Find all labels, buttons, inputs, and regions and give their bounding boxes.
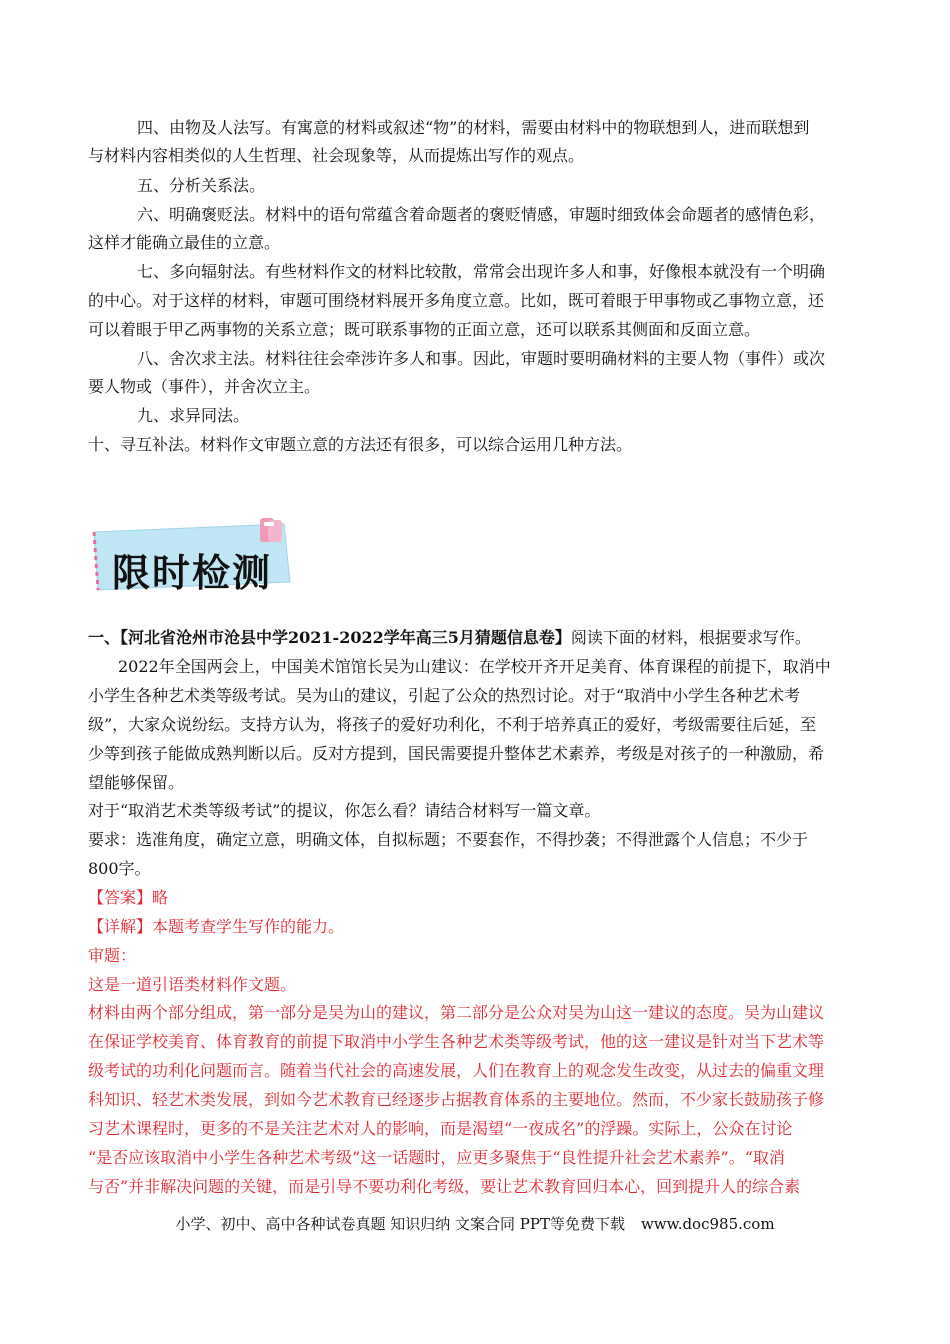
answer-line <box>88 888 168 908</box>
method-line: 五、分析关系法。 <box>137 176 266 195</box>
analysis-line: 材料由两个部分组成，第一部分是吴为山的建议，第二部分是公众对吴为山这一建议的态度。吴为山建议 <box>88 1003 825 1022</box>
question-header <box>88 628 811 648</box>
material-line: 小学生各种艺术类等级考试。吴为山的建议，引起了公众的热烈讨论。对于“取消中小学生各种艺术考 <box>88 686 801 705</box>
method-line: 四、由物及人法写。有寓意的材料或叙述“物”的材料，需要由材料中的物联想到人，进而联想到 <box>137 118 810 137</box>
requirements-line: 要求：选准角度，确定立意，明确文体，自拟标题；不要套作，不得抄袭；不得泄露个人信息；不少于 <box>88 830 809 849</box>
analysis-line: 级考试的功利化问题而言。随着当代社会的高速发展，人们在教育上的观念发生改变，从过去的偏重文理 <box>88 1061 825 1080</box>
task-line: 对于“取消艺术类等级考试”的提议，你怎么看？请结合材料写一篇文章。 <box>88 801 601 820</box>
answer-value: 略 <box>152 888 169 907</box>
analysis-line: 习艺术课程时，更多的不是关注艺术对人的影响，而是渴望“一夜成名”的浮躁。实际上，公众在讨论 <box>88 1119 793 1138</box>
section-banner <box>88 518 296 594</box>
footer-text: 小学、初中、高中各种试卷真题 知识归纳 文案合同 PPT等免费下载 <box>175 1215 625 1233</box>
paper-clip-icon <box>260 518 282 542</box>
analysis-line: 与否”并非解决问题的关键，而是引导不要功利化考级，要让艺术教育回归本心，回到提升人的综合素 <box>88 1177 801 1196</box>
method-line: 与材料内容相类似的人生哲理、社会现象等，从而提炼出写作的观点。 <box>88 146 585 165</box>
material-line: 2022年全国两会上，中国美术馆馆长吴为山建议：在学校开齐开足美育、体育课程的前提下，取消中 <box>118 657 831 676</box>
answer-label: 【答案】 <box>88 888 153 907</box>
analysis-line: “是否应该取消中小学生各种艺术考级”这一话题时，应更多聚焦于“良性提升社会艺术素养”。“取消 <box>88 1148 785 1167</box>
footer-url[interactable]: www.doc985.com <box>640 1215 775 1233</box>
review-label: 审题： <box>88 946 137 965</box>
analysis-line: 在保证学校美育、体育教育的前提下取消中小学生各种艺术类等级考试，他的这一建议是针对当下艺术等 <box>88 1032 825 1051</box>
analysis-line: 这是一道引语类材料作文题。 <box>88 975 297 994</box>
material-line: 级”，大家众说纷纭。支持方认为，将孩子的爱好功利化，不利于培养真正的爱好，考级需要往后延，至 <box>88 715 817 734</box>
question-source: 【河北省沧州市沧县中学2021-2022学年高三5月猜题信息卷】 <box>120 628 571 647</box>
material-line: 望能够保留。 <box>88 773 185 792</box>
method-line: 八、舍次求主法。材料往往会牵涉许多人和事。因此，审题时要明确材料的主要人物（事件）或次 <box>137 349 826 368</box>
method-line: 七、多向辐射法。有些材料作文的材料比较散，常常会出现许多人和事，好像根本就没有一个明确 <box>137 262 826 281</box>
requirements-line: 800字。 <box>88 859 151 878</box>
method-line: 这样才能确立最佳的立意。 <box>88 233 281 252</box>
page-footer <box>0 1213 950 1234</box>
method-line: 六、明确褒贬法。材料中的语句常蕴含着命题者的褒贬情感，审题时细致体会命题者的感情色彩， <box>137 205 826 224</box>
analysis-line: 科知识、轻艺术类发展，到如今艺术教育已经逐步占据教育体系的主要地位。然而，不少家长鼓励孩子修 <box>88 1090 825 1109</box>
detail-line <box>88 917 344 937</box>
banner-title: 限时检测 <box>112 551 273 595</box>
question-prompt: 阅读下面的材料，根据要求写作。 <box>570 628 811 647</box>
detail-label: 【详解】 <box>88 917 153 936</box>
method-line: 的中心。对于这样的材料，审题可围绕材料展开多角度立意。比如，既可着眼于甲事物或乙事物立意，还 <box>88 291 825 310</box>
method-line: 要人物或（事件），并舍次立主。 <box>88 377 321 396</box>
method-line: 可以着眼于甲乙两事物的关系立意；既可联系事物的正面立意，还可以联系其侧面和反面立意。 <box>88 320 761 339</box>
method-line: 十、寻互补法。材料作文审题立意的方法还有很多，可以综合运用几种方法。 <box>88 435 633 454</box>
question-number: 一、 <box>88 628 121 647</box>
detail-value: 本题考查学生写作的能力。 <box>152 917 345 936</box>
method-line: 九、求异同法。 <box>137 406 250 425</box>
material-line: 少等到孩子能做成熟判断以后。反对方提到，国民需要提升整体艺术素养，考级是对孩子的一种激励，希 <box>88 744 825 763</box>
